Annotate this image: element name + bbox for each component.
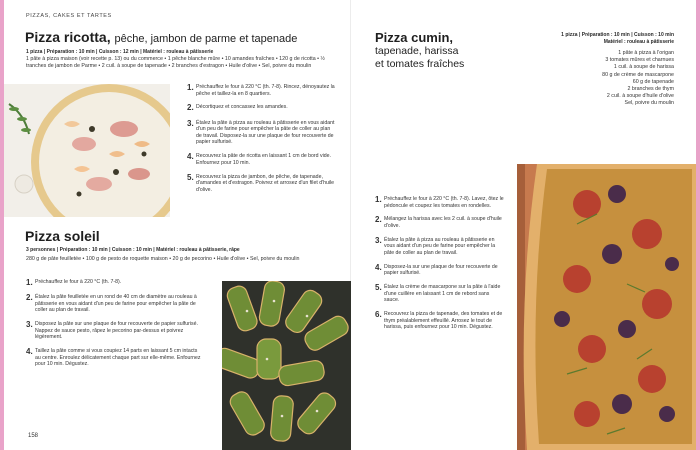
ingredient-item: 2 cuil. à soupe d'huile d'olive: [606, 93, 674, 100]
recipe3-subtitle-line1: tapenade, harissa: [375, 45, 459, 57]
ingredient-item: 1 pâte à pizza à l'origan: [618, 50, 674, 56]
recipe1-step: 3. Étalez la pâte à pizza au rouleau à pâtisserie en vous aidant d'un peu de farine pour empêcher la pâte de coller au plan de travail. Disposez-la sur une plaque de four recouverte de papier sulfurisé.: [187, 118, 335, 146]
recipe3-ingredients: [602, 50, 674, 108]
ingredient-item: Sel, poivre du moulin: [624, 100, 674, 107]
recipe2-step: 3. Disposez la pâte sur une plaque de four recouverte de papier sulfurisé. Nappez de sauce pesto, râpez le pecorino par-dessus et poivrez légèrement.: [26, 320, 198, 341]
page-number: 158: [28, 433, 39, 439]
recipe2-step: 2. Étalez la pâte feuilletée en un rond de 40 cm de diamètre au rouleau à pâtisserie en vous aidant d'un peu de farine pour empêcher la pâte de coller au plan de travail.: [26, 293, 197, 314]
recipe3-step: 5. Étalez la crème de mascarpone sur la pâte à l'aide d'une cuillère en laissant 1 cm de rebord sans sauce.: [375, 283, 501, 304]
recipe3-meta: 1 pizza | Préparation : 10 min | Cuisson : 10 min Matériel : rouleau à pâtisserie: [561, 32, 674, 45]
recipe3-title: Pizza cumin,: [375, 30, 454, 45]
pizza-ricotta-photo: [4, 84, 170, 217]
recipe1-step: 5. Recouvrez la pizza de jambon, de pêche, de tapenade, d'amandes et d'estragon. Poivrez et arrosez d'un filet d'huile d'olive.: [187, 172, 335, 193]
recipe1-step: 1. Préchauffez le four à 220 °C (th. 7-8). Rincez, dénoyautez la pêche et taillez-la en 8 quartiers.: [187, 83, 335, 97]
recipe1-step: 2. Décortiquez et concassez les amandes.: [187, 103, 288, 113]
recipe2-meta: 3 personnes | Préparation : 10 min | Cuisson : 10 min | Matériel : rouleau à pâtisserie, râpe: [26, 247, 240, 253]
recipe3-steps: [375, 196, 505, 338]
cookbook-spread: [4, 0, 696, 450]
recipe3-step: 3. Étalez la pâte à pizza au rouleau à pâtisserie en vous aidant d'un peu de farine pour empêcher la pâte de coller au plan de travail.: [375, 235, 496, 256]
recipe3-subtitle-line2: et tomates fraîches: [375, 58, 465, 70]
section-title: PIZZAS, CAKES ET TARTES: [26, 13, 112, 19]
ingredient-item: 80 g de crème de mascarpone: [602, 71, 674, 78]
recipe1-meta: 1 pizza | Préparation : 10 min | Cuisson : 12 min | Matériel : rouleau à pâtisserie: [26, 49, 214, 55]
recipe3-step: 1. Préchauffez le four à 220 °C (th. 7-8). Lavez, ôtez le pédoncule et coupez les tomates en rondelles.: [375, 195, 504, 209]
recipe2-step: 4. Taillez la pâte comme si vous coupiez 14 parts en laissant 5 cm intacts au centre. Enroulez délicatement chaque part sur elle-même. Enfournez pour 10 min. Dégustez.: [26, 347, 201, 368]
recipe1-subtitle: pêche, jambon de parme et tapenade: [114, 33, 298, 45]
ingredient-item: 60 g de tapenade: [632, 78, 674, 85]
recipe1-ingredients: 1 pâte à pizza maison (voir recette p. 13) ou du commerce • 1 pêche blanche mûre • 10 amandes fraîches • 120 g de ricotta • ½ tranches de jambon de Parme • 2 cuil. à soupe de tapenade • 2 branches d'estragon • Huile d'olive • Sel, poivre du moulin: [26, 56, 325, 69]
recipe1-step: 4. Recouvrez la pâte de ricotta en laissant 1 cm de bord vide. Enfournez pour 10 min.: [187, 152, 331, 166]
recipe2-steps: [26, 279, 201, 375]
recipe2-ingredients: 280 g de pâte feuilletée • 100 g de pesto de roquette maison • 20 g de pecorino • Huile d'olive • Sel, poivre du moulin: [26, 256, 300, 262]
recipe2-step: 1. Préchauffez le four à 220 °C (th. 7-8).: [26, 278, 122, 287]
recipe1-title-block: [25, 29, 297, 45]
recipe2-title: Pizza soleil: [25, 228, 100, 244]
recipe3-step: 6. Recouvrez la pizza de tapenade, des tomates et de thym préalablement effeuillé. Arrosez le tout de harissa, puis enfournez pour 10 min. Dégustez.: [375, 310, 503, 331]
pizza-cumin-photo: [517, 164, 696, 450]
ingredient-item: 2 branches de thym: [627, 86, 674, 93]
pizza-soleil-photo: [222, 281, 351, 450]
ingredient-item: 3 tomates mûres et charnues: [605, 57, 674, 64]
recipe3-step: 2. Mélangez la harissa avec les 2 cuil. à soupe d'huile d'olive.: [375, 215, 502, 229]
recipe3-title-block: [375, 30, 464, 71]
recipe3-step: 4. Disposez-la sur une plaque de four recouverte de papier sulfurisé.: [375, 262, 498, 277]
recipe1-title: Pizza ricotta,: [25, 29, 111, 45]
ingredient-item: 1 cuil. à soupe de harissa: [613, 64, 674, 71]
recipe1-steps: [187, 84, 335, 200]
